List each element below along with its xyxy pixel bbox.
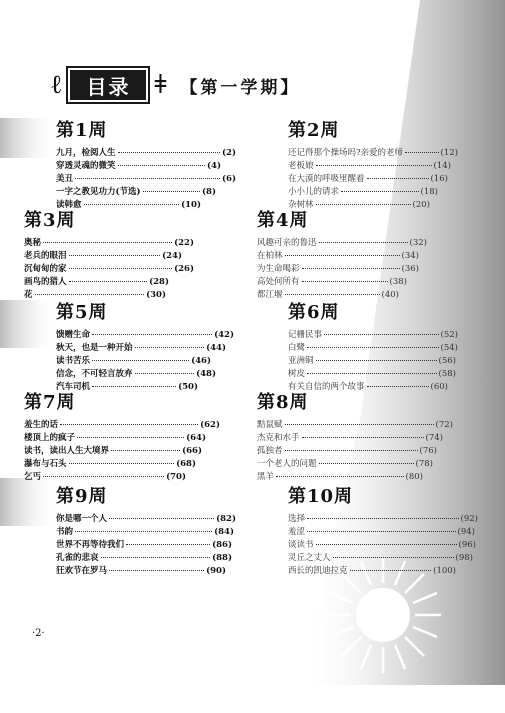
list-item[interactable]: 读书，读出人生大境界 (66) (24, 446, 202, 456)
week-title: 第7周 (24, 392, 76, 413)
list-item[interactable]: 狂欢节在罗马 (90) (56, 566, 226, 576)
list-item[interactable]: 在大漠的呼吸里醒着 (16) (288, 174, 448, 184)
list-item[interactable]: 杂树林 (20) (288, 200, 430, 210)
list-item[interactable]: 为生命喝彩 (36) (257, 264, 419, 274)
list-item[interactable]: 谈读书 (96) (288, 540, 476, 550)
week-title: 第8周 (257, 392, 309, 413)
list-item[interactable]: 杰克和水手 (74) (257, 433, 443, 443)
week-9 (56, 482, 236, 578)
list-item[interactable]: 奥秘 (22) (24, 238, 194, 248)
banner-text: 目录 (86, 74, 131, 99)
list-item[interactable]: 楼顶上的疯子 (64) (24, 433, 206, 443)
list-item[interactable]: 一个老人的问题 (78) (257, 459, 433, 469)
semester-label: 【第一学期】 (180, 77, 301, 98)
list-item[interactable]: 小小儿的请求 (18) (288, 187, 438, 197)
list-item[interactable]: 画鸟的猎人 (28) (24, 277, 169, 287)
week-title: 第10周 (288, 486, 354, 507)
ornament-left-icon: ℓ (50, 70, 63, 100)
list-item[interactable]: 读书苦乐 (46) (56, 356, 211, 366)
list-item[interactable]: 世界不再等待我们 (86) (56, 540, 232, 550)
list-item[interactable]: 信念，不可轻言放弃 (48) (56, 369, 216, 379)
list-item[interactable]: 瀑布与石头 (68) (24, 459, 196, 469)
week-title: 第2周 (288, 120, 340, 141)
week-title: 第5周 (56, 302, 108, 323)
list-item[interactable]: 九月，检阅人生 (2) (56, 148, 236, 158)
toc-banner (66, 66, 150, 104)
week-6 (288, 298, 458, 394)
list-item[interactable]: 选择 (92) (288, 514, 478, 524)
list-item[interactable]: 白鹭 (54) (288, 343, 458, 353)
list-item[interactable]: 亚洲铜 (56) (288, 356, 456, 366)
list-item[interactable]: 花 (30) (24, 290, 166, 300)
week-4 (257, 206, 427, 302)
ornament-right-icon: ǂ (154, 70, 167, 100)
week-3 (24, 206, 194, 302)
list-item[interactable]: 记栅民事 (52) (288, 330, 458, 340)
week-7 (24, 388, 220, 484)
list-item[interactable]: 老兵的眼泪 (24) (24, 251, 182, 261)
page-number: ·2· (32, 628, 45, 639)
list-item[interactable]: 黠鼠赋 (72) (257, 420, 453, 430)
list-item[interactable]: 羞生的话 (62) (24, 420, 220, 430)
list-item[interactable]: 秋天，也是一种开始 (44) (56, 343, 226, 353)
week-10 (288, 482, 478, 578)
week-title: 第4周 (257, 210, 309, 231)
list-item[interactable]: 灵丘之丈人 (98) (288, 553, 473, 563)
week-title: 第1周 (56, 120, 108, 141)
week-title: 第6周 (288, 302, 340, 323)
list-item[interactable]: 高处何所有 (38) (257, 277, 407, 287)
list-item[interactable]: 一字之教见功力(节选) (8) (56, 187, 216, 197)
list-item[interactable]: 孤独者 (76) (257, 446, 437, 456)
list-item[interactable]: 读韩愈 (10) (56, 200, 201, 210)
list-item[interactable]: 有关自信的两个故事 (60) (288, 382, 448, 392)
list-item[interactable]: 西长的凯迪拉克 (100) (288, 566, 456, 576)
list-item[interactable]: 你是哪一个人 (82) (56, 514, 236, 524)
list-item[interactable]: 汽车司机 (50) (56, 382, 198, 392)
list-item[interactable]: 老板娘 (14) (288, 161, 451, 171)
list-item[interactable]: 风趣可亲的鲁迅 (32) (257, 238, 427, 248)
list-item[interactable]: 乞丐 (70) (24, 472, 186, 482)
list-item[interactable]: 沉甸甸的家 (26) (24, 264, 194, 274)
week-2 (288, 116, 458, 212)
list-item[interactable]: 羞涩 (94) (288, 527, 475, 537)
toc-header (50, 64, 300, 106)
list-item[interactable]: 在柏林 (34) (257, 251, 419, 261)
list-item[interactable]: 孔雀的悲哀 (88) (56, 553, 232, 563)
week-title: 第9周 (56, 486, 108, 507)
list-item[interactable]: 树皮 (58) (288, 369, 456, 379)
list-item[interactable]: 都江堰 (40) (257, 290, 399, 300)
list-item[interactable]: 还记得那个操场吗?亲爱的老师 (12) (288, 148, 458, 158)
week-title: 第3周 (24, 210, 76, 231)
list-item[interactable]: 黑羊 (80) (257, 472, 423, 482)
list-item[interactable]: 美丑 (6) (56, 174, 236, 184)
list-item[interactable]: 穿透灵魂的微笑 (4) (56, 161, 221, 171)
week-5 (56, 298, 234, 394)
list-item[interactable]: 书韵 (84) (56, 527, 234, 537)
list-item[interactable]: 馈赠生命 (42) (56, 330, 234, 340)
week-1 (56, 116, 236, 212)
week-8 (257, 388, 453, 484)
